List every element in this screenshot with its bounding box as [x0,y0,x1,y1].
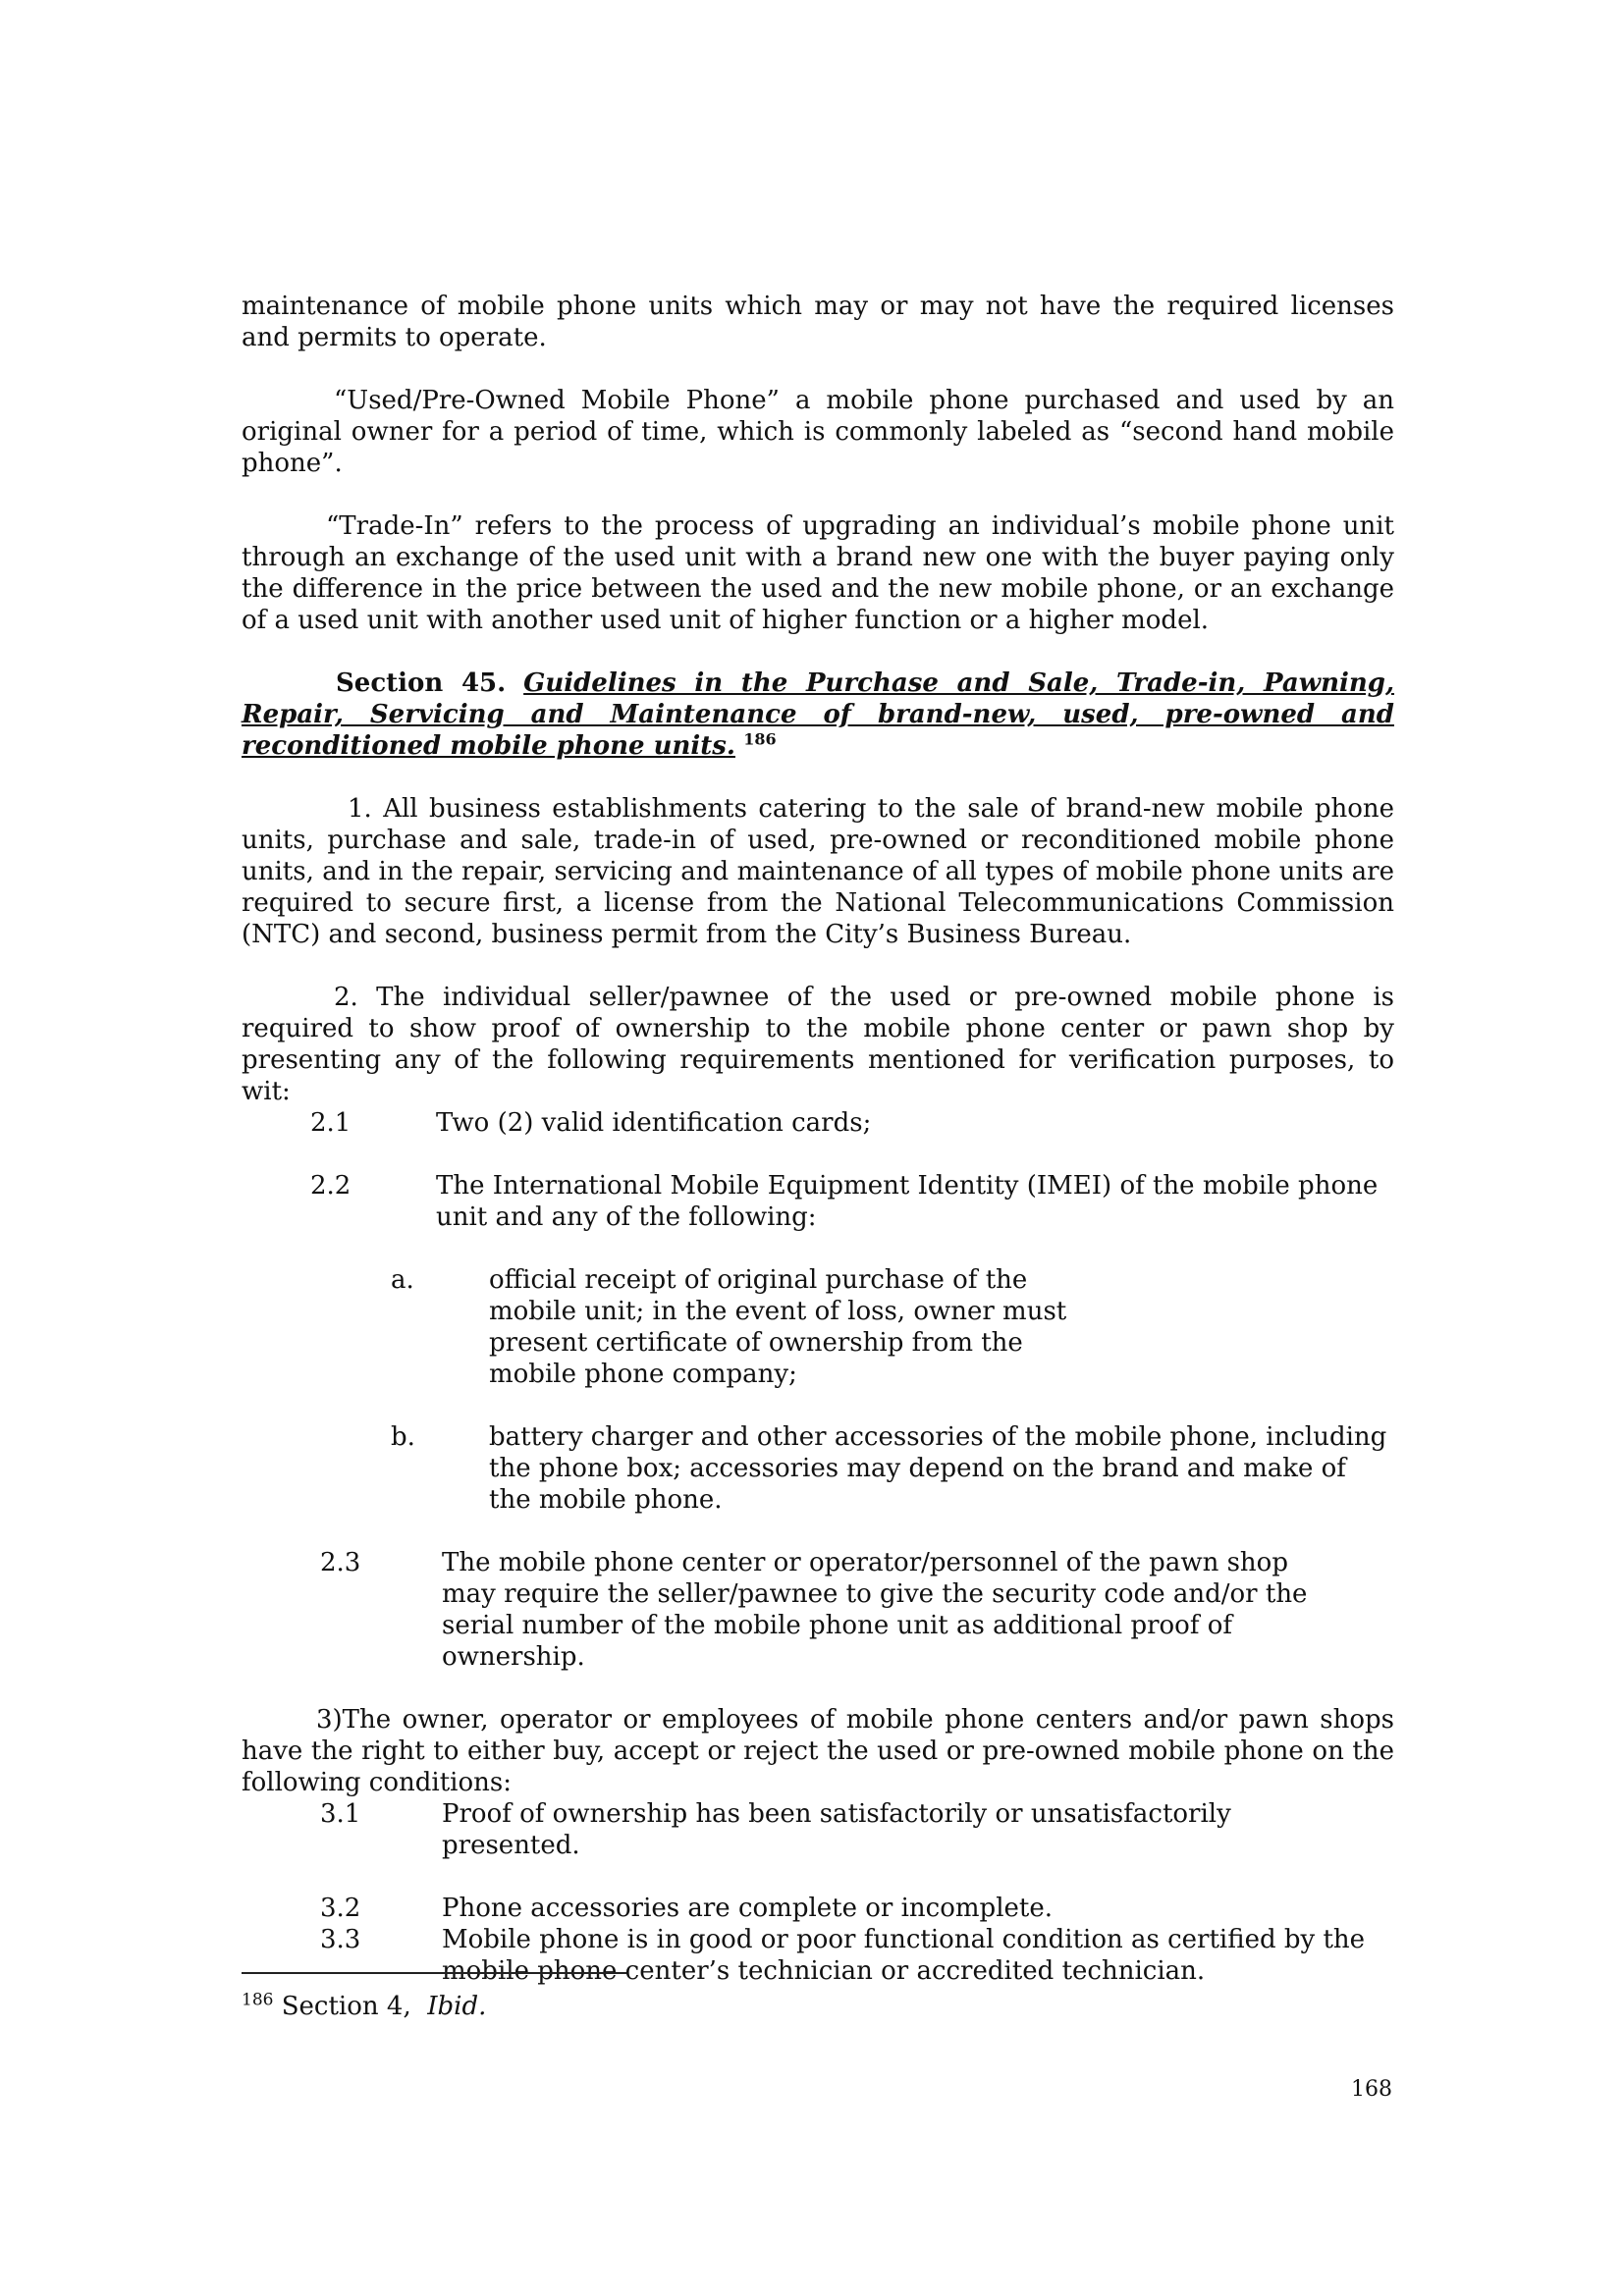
sub-item-a [391,1264,1094,1390]
sub-item-text: The mobile phone center or operator/personnel of the pawn shop may require the seller/pawnee to give the security code and/or the serial number of the mobile phone unit as additional proof of ownership. [442,1548,1308,1672]
sub-item-number: 3.2 [320,1894,361,1923]
sub-item-3-2 [320,1893,1394,1924]
sub-item-number: 3.1 [320,1799,361,1829]
sub-item-2-2 [310,1170,1394,1233]
sub-item-letter: b. [391,1422,415,1452]
sub-item-text: Mobile phone is in good or poor functional condition as certified by the mobile phone center’s technician or accredited technician. [442,1925,1366,1986]
list-item-3: 3)The owner, operator or employees of mobile phone centers and/or pawn shops have the right to either buy, accept or reject the used or pre-owned mobile phone on the following conditions: [242,1705,1394,1797]
sub-item-3-1 [320,1798,1257,1861]
footnote-number: 186 [242,1990,274,2010]
section-title: Guidelines in the Purchase and Sale, Trade-in, Pawning, Repair, Servicing and Maintenance of brand-new, used, pre-owned and reconditioned mobile phone units. [242,668,1395,761]
sub-item-b [391,1421,1394,1516]
sub-item-2-3 [320,1547,1322,1673]
footnote-text: Section 4, [281,1992,411,2021]
footnote [242,1991,486,2022]
sub-item-text: Two (2) valid identification cards; [436,1108,872,1138]
list-item-1: 1. All business establishments catering to the sale of brand-new mobile phone units, purchase and sale, trade-in of used, pre-owned or reconditioned mobile phone units, and in the repair, servicing and maintenance of all types of mobile phone units are required to secure first, a license from the National Telecommunications Commission (NTC) and second, business permit from the City’s Business Bureau. [242,794,1394,949]
sub-item-text: Phone accessories are complete or incomplete. [442,1894,1053,1923]
sub-item-3-3 [320,1924,1394,1987]
sub-item-number: 2.1 [310,1108,352,1138]
sub-item-text: Proof of ownership has been satisfactorily or unsatisfactorily presented. [442,1799,1231,1860]
sub-item-letter: a. [391,1265,414,1295]
section-heading [242,667,1394,762]
sub-item-number: 2.2 [310,1171,352,1201]
sub-item-number: 3.3 [320,1925,361,1954]
footnote-ibid: Ibid. [427,1992,487,2021]
list-item-2: 2. The individual seller/pawnee of the used or pre-owned mobile phone is required to show proof of ownership to the mobile phone center or pawn shop by presenting any of the following requirements mentioned for verification purposes, to wit: [242,983,1394,1106]
sub-item-text: The International Mobile Equipment Identity (IMEI) of the mobile phone unit and any of the following: [436,1171,1379,1232]
sub-item-text: official receipt of original purchase of the mobile unit; in the event of loss, owner must present certificate of ownership from the mobile phone company; [489,1265,1067,1389]
sub-item-text: battery charger and other accessories of the mobile phone, including the phone box; accessories may depend on the brand and make of the mobile phone. [489,1422,1387,1515]
footnote-divider [242,1972,626,1974]
footnote-reference: 186 [743,729,777,749]
sub-item-2-1 [310,1107,1394,1139]
section-label: Section 45. [336,668,507,698]
definition-used-phone: “Used/Pre-Owned Mobile Phone” a mobile phone purchased and used by an original owner for a period of time, which is commonly labeled as “second hand mobile phone”. [242,386,1394,478]
page-number: 168 [1351,2077,1392,2102]
sub-item-number: 2.3 [320,1548,361,1577]
paragraph-continuation: maintenance of mobile phone units which may or may not have the required licenses and permits to operate. [242,292,1394,352]
definition-trade-in: “Trade-In” refers to the process of upgrading an individual’s mobile phone unit through an exchange of the used unit with a brand new one with the buyer paying only the difference in the price between the used and the new mobile phone, or an exchange of a used unit with another used unit of higher function or a higher model. [242,511,1394,635]
document-body [242,291,1394,1987]
